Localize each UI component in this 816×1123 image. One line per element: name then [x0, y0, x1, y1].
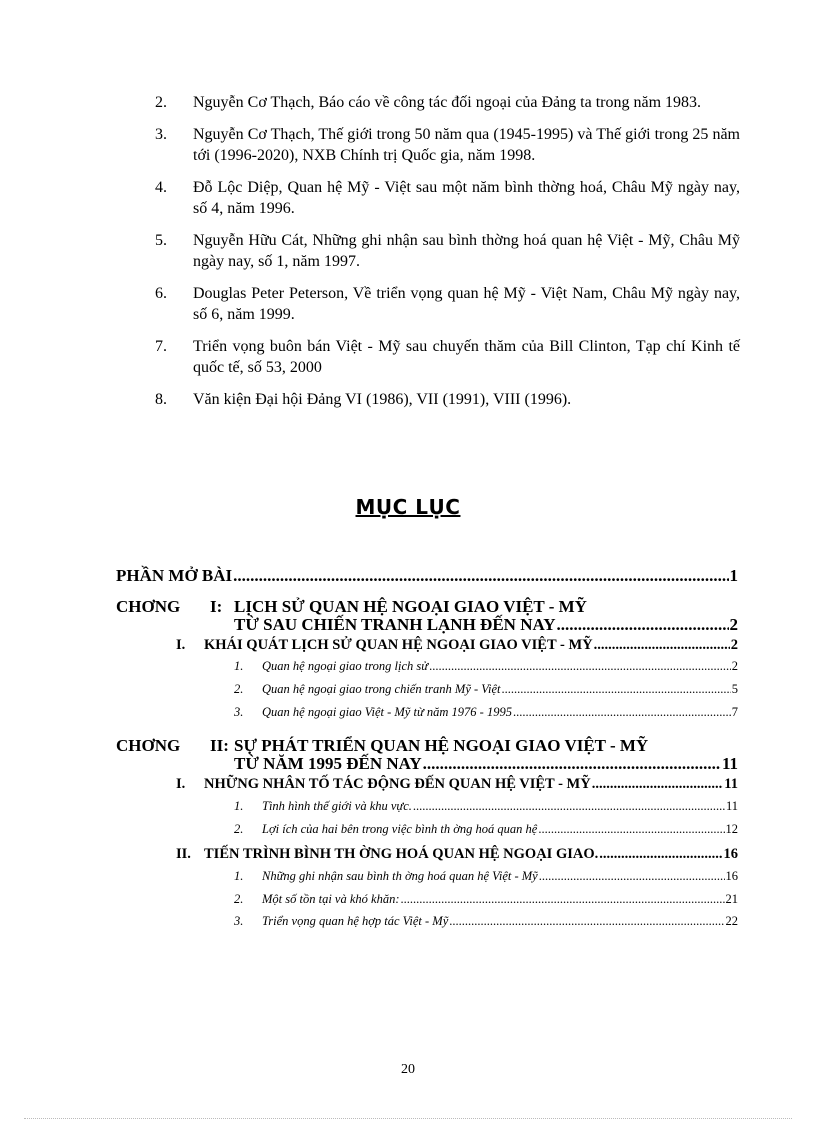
dot-leader — [400, 892, 724, 907]
reference-item — [155, 230, 740, 272]
section-title: KHÁI QUÁT LỊCH SỬ QUAN HỆ NGOẠI GIAO VIỆT - MỸ — [204, 637, 593, 653]
reference-text: Nguyễn Cơ Thạch, Thế giới trong 50 năm qua (1945-1995) và Thế giới trong 25 năm tới (1996-2020), NXB Chính trị Quốc gia, năm 1998. — [193, 126, 740, 164]
reference-number: 3. — [155, 126, 167, 143]
toc-item[interactable] — [234, 705, 738, 720]
item-number: 3. — [234, 914, 244, 928]
dot-leader — [599, 846, 722, 863]
item-title: Quan hệ ngoại giao trong lịch sử — [262, 659, 429, 673]
item-title: Một số tồn tại và khó khăn: — [262, 892, 400, 906]
item-title: Tình hình thế giới và khu vực. — [262, 799, 412, 813]
toc-section[interactable] — [176, 776, 738, 793]
toc-chapter-1-line2[interactable] — [234, 615, 738, 635]
toc-entry-page: 12 — [725, 822, 738, 836]
reference-text: Triển vọng buôn bán Việt - Mỹ sau chuyến thăm của Bill Clinton, Tạp chí Kinh tế quốc tế, số 53, 2000 — [193, 338, 740, 376]
dot-leader — [502, 682, 731, 697]
toc-item[interactable] — [234, 914, 738, 929]
item-number: 1. — [234, 659, 244, 673]
item-title: Quan hệ ngoại giao Việt - Mỹ từ năm 1976 - 1995 — [262, 705, 512, 719]
dot-leader — [592, 776, 724, 793]
chapter-keyword: CHƠNG — [116, 736, 181, 755]
dot-leader — [413, 799, 725, 814]
reference-list — [0, 92, 816, 421]
toc-item[interactable] — [234, 869, 738, 884]
toc-entry-page: 11 — [725, 799, 738, 813]
dot-leader — [538, 822, 724, 837]
reference-number: 7. — [155, 338, 167, 355]
chapter-title-line1: LỊCH SỬ QUAN HỆ NGOẠI GIAO VIỆT - MỸ — [234, 597, 587, 616]
dot-leader — [513, 705, 731, 720]
toc-entry-page: 11 — [724, 776, 738, 792]
item-title: Lợi ích của hai bên trong việc bình th ờng hoá quan hệ — [262, 822, 538, 836]
chapter-number: II: — [210, 736, 229, 755]
item-number: 2. — [234, 682, 244, 696]
reference-item — [155, 92, 740, 113]
item-number: 2. — [234, 822, 244, 836]
dot-leader — [556, 615, 728, 635]
chapter-title-line1: SỰ PHÁT TRIỂN QUAN HỆ NGOẠI GIAO VIỆT - MỸ — [234, 736, 649, 755]
chapter-keyword: CHƠNG — [116, 597, 181, 616]
reference-text: Douglas Peter Peterson, Về triển vọng quan hệ Mỹ - Việt Nam, Châu Mỹ ngày nay, số 6, năm 1999. — [193, 285, 740, 323]
dot-leader — [233, 566, 728, 586]
toc-section[interactable] — [176, 846, 738, 863]
reference-item — [155, 283, 740, 325]
toc-entry-page: 16 — [723, 846, 738, 862]
page-number: 20 — [401, 1062, 415, 1077]
toc-entry-page: 2 — [731, 659, 738, 673]
section-title: TIẾN TRÌNH BÌNH TH ỜNG HOÁ QUAN HỆ NGOẠI GIAO. — [204, 846, 599, 862]
item-title: Quan hệ ngoại giao trong chiến tranh Mỹ - Việt — [262, 682, 501, 696]
item-title: Triển vọng quan hệ hợp tác Việt - Mỹ — [262, 914, 449, 928]
dot-leader — [539, 869, 725, 884]
chapter-number: I: — [210, 597, 223, 616]
reference-item — [155, 124, 740, 166]
reference-number: 8. — [155, 391, 167, 408]
reference-number: 4. — [155, 179, 167, 196]
toc-entry-page: 21 — [725, 892, 738, 906]
toc-item[interactable] — [234, 892, 738, 907]
dot-leader — [449, 914, 724, 929]
item-title: Những ghi nhận sau bình th ờng hoá quan hệ Việt - Mỹ — [262, 869, 538, 883]
reference-number: 6. — [155, 285, 167, 302]
toc-entry-page: 2 — [730, 637, 738, 653]
toc-entry-page: 1 — [729, 566, 738, 585]
toc-entry-label: PHẦN MỞ BÀI — [116, 566, 233, 585]
toc-item[interactable] — [234, 799, 738, 814]
item-number: 2. — [234, 892, 244, 906]
reference-text: Đỗ Lộc Diệp, Quan hệ Mỹ - Việt sau một năm bình thờng hoá, Châu Mỹ ngày nay, số 4, năm 1996. — [193, 179, 740, 217]
reference-item — [155, 336, 740, 378]
reference-text: Văn kiện Đại hội Đảng VI (1986), VII (1991), VIII (1996). — [193, 391, 572, 408]
toc-entry-page: 22 — [725, 914, 738, 928]
item-number: 1. — [234, 799, 244, 813]
section-number: I. — [176, 776, 186, 792]
dot-leader — [423, 754, 721, 774]
toc-chapter-2-line2[interactable] — [234, 754, 738, 774]
reference-text: Nguyễn Cơ Thạch, Báo cáo về công tác đối ngoại của Đảng ta trong năm 1983. — [193, 94, 702, 111]
item-number: 1. — [234, 869, 244, 883]
chapter-title-line2: TỪ NĂM 1995 ĐẾN NAY — [234, 754, 422, 773]
toc-entry-page: 16 — [725, 869, 738, 883]
chapter-title-line2: TỪ SAU CHIẾN TRANH LẠNH ĐẾN NAY — [234, 615, 556, 634]
toc-entry-intro[interactable] — [116, 566, 738, 586]
reference-text: Nguyễn Hữu Cát, Những ghi nhận sau bình thờng hoá quan hệ Việt - Mỹ, Châu Mỹ ngày nay, số 1, năm 1997. — [193, 232, 740, 270]
section-title: NHỮNG NHÂN TỐ TÁC ĐỘNG ĐẾN QUAN HỆ VIỆT - MỸ — [204, 776, 591, 792]
dot-leader — [429, 659, 731, 674]
toc-entry-page: 2 — [729, 615, 738, 634]
toc-entry-page: 5 — [731, 682, 738, 696]
toc-section[interactable] — [176, 637, 738, 654]
toc-entry-page: 7 — [731, 705, 738, 719]
reference-number: 5. — [155, 232, 167, 249]
section-number: II. — [176, 846, 191, 862]
reference-number: 2. — [155, 94, 167, 111]
toc-item[interactable] — [234, 682, 738, 697]
toc-title: MỤC LỤC — [355, 495, 461, 519]
reference-item — [155, 177, 740, 219]
section-number: I. — [176, 637, 186, 653]
toc-entry-page: 11 — [721, 754, 738, 773]
toc-item[interactable] — [234, 822, 738, 837]
toc-item[interactable] — [234, 659, 738, 674]
item-number: 3. — [234, 705, 244, 719]
dot-leader — [594, 637, 730, 654]
reference-item — [155, 389, 740, 410]
footer-divider — [24, 1118, 792, 1119]
